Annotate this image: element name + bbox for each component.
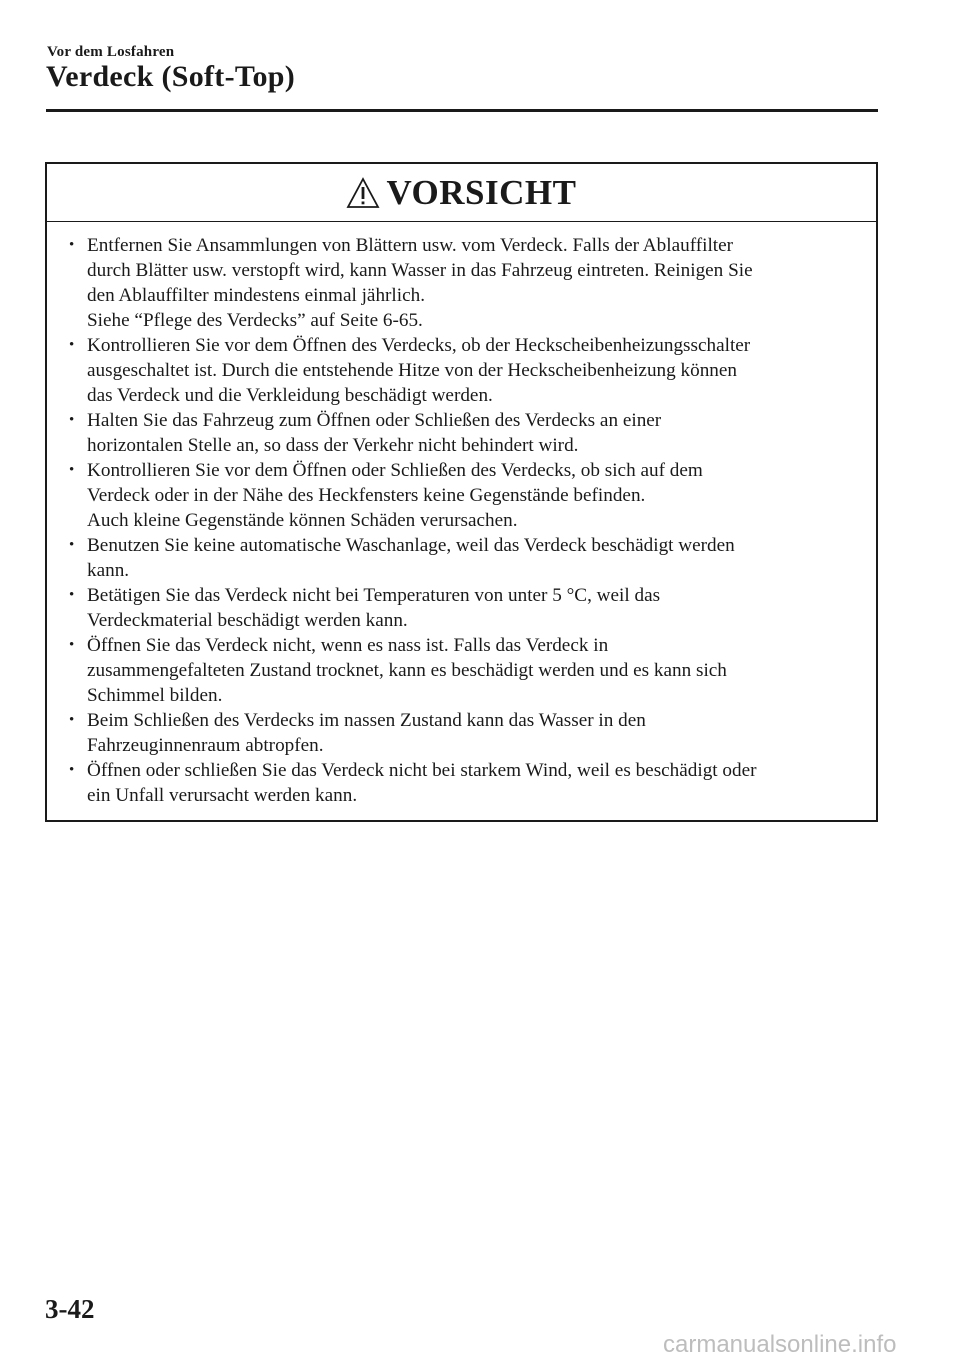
- caution-item-line: durch Blätter usw. verstopft wird, kann Wasser in das Fahrzeug eintreten. Reinigen Sie: [87, 260, 753, 281]
- caution-item: [47, 708, 868, 758]
- caution-title: VORSICHT: [386, 172, 577, 212]
- caution-item: [47, 233, 868, 333]
- caution-item: [47, 758, 868, 808]
- caution-header: [47, 164, 876, 222]
- caution-item-line: Verdeck oder in der Nähe des Heckfensters keine Gegenstände befinden.: [87, 485, 646, 506]
- caution-item-line: • Öffnen Sie das Verdeck nicht, wenn es nass ist. Falls das Verdeck in: [87, 635, 609, 656]
- caution-item: [47, 633, 868, 708]
- caution-item: [47, 408, 868, 458]
- caution-box: [45, 162, 878, 822]
- caution-item-line: • Halten Sie das Fahrzeug zum Öffnen oder Schließen des Verdecks an einer: [87, 410, 662, 431]
- page-title: Verdeck (Soft-Top): [46, 60, 296, 93]
- caution-item: [47, 533, 868, 583]
- caution-item-line: Auch kleine Gegenstände können Schäden verursachen.: [87, 510, 518, 531]
- caution-item-line: kann.: [87, 560, 130, 581]
- page-number: 3-42: [45, 1294, 95, 1324]
- caution-item-line: Siehe “Pflege des Verdecks” auf Seite 6-65.: [87, 310, 423, 331]
- caution-item-line: Fahrzeuginnenraum abtropfen.: [87, 735, 324, 756]
- caution-item-line: • Betätigen Sie das Verdeck nicht bei Temperaturen von unter 5 °C, weil das: [87, 585, 661, 606]
- caution-list: [47, 222, 876, 820]
- caution-item-line: • Entfernen Sie Ansammlungen von Blättern usw. vom Verdeck. Falls der Ablauffilter: [87, 235, 734, 256]
- title-rule: [46, 109, 878, 112]
- caution-item-line: • Kontrollieren Sie vor dem Öffnen des Verdecks, ob der Heckscheibenheizungsschalter: [87, 335, 751, 356]
- caution-item-line: das Verdeck und die Verkleidung beschädigt werden.: [87, 385, 493, 406]
- warning-triangle-icon: [346, 177, 380, 209]
- caution-item-line: • Benutzen Sie keine automatische Waschanlage, weil das Verdeck beschädigt werden: [87, 535, 735, 556]
- caution-item: [47, 458, 868, 533]
- section-label: Vor dem Losfahren: [47, 44, 175, 60]
- caution-item-line: • Beim Schließen des Verdecks im nassen Zustand kann das Wasser in den: [87, 710, 646, 731]
- caution-item-line: ein Unfall verursacht werden kann.: [87, 785, 358, 806]
- caution-item-line: horizontalen Stelle an, so dass der Verkehr nicht behindert wird.: [87, 435, 579, 456]
- caution-item-line: Schimmel bilden.: [87, 685, 223, 706]
- caution-item-line: • Öffnen oder schließen Sie das Verdeck nicht bei starkem Wind, weil es beschädigt oder: [87, 760, 757, 781]
- caution-item: [47, 583, 868, 633]
- caution-item-line: ausgeschaltet ist. Durch die entstehende Hitze von der Heckscheibenheizung können: [87, 360, 738, 381]
- watermark: carmanualsonline.info: [663, 1331, 897, 1358]
- caution-item-line: zusammengefalteten Zustand trocknet, kann es beschädigt werden und es kann sich: [87, 660, 727, 681]
- caution-item: [47, 333, 868, 408]
- caution-item-line: den Ablauffilter mindestens einmal jährlich.: [87, 285, 426, 306]
- caution-item-line: • Kontrollieren Sie vor dem Öffnen oder Schließen des Verdecks, ob sich auf dem: [87, 460, 703, 481]
- caution-item-line: Verdeckmaterial beschädigt werden kann.: [87, 610, 408, 631]
